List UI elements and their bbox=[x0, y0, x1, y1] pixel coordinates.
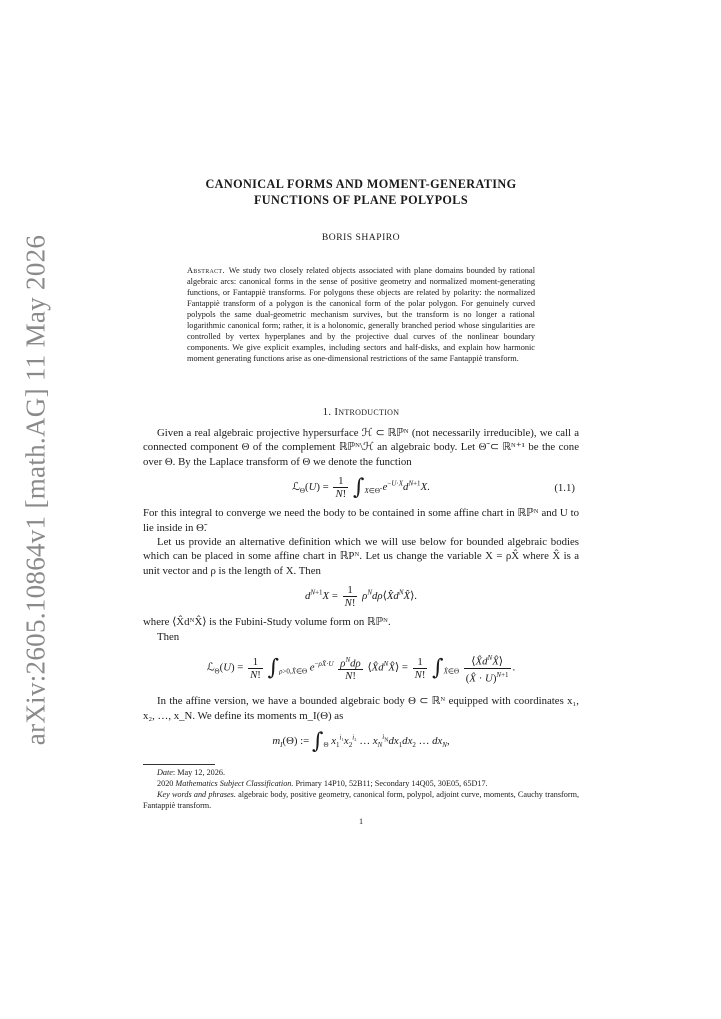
paragraph: Let us provide an alternative definition which we will use below for bounded algebraic bodies which can be placed in some affine chart in ℝPᴺ. Let us change the variable X = ρX̂ where X̂ is a unit vector and ρ is the length of X. Then bbox=[143, 536, 579, 577]
author: BORIS SHAPIRO bbox=[321, 232, 401, 243]
equation-change-of-variable: $d^{N+1}X$ = $\frac{1}{N!}$ $\rho^Nd\rho⟨X̂d^NX̂⟩$. bbox=[304, 584, 418, 610]
paragraph: where ⟨X̂dᴺX̂⟩ is the Fubini-Study volume form on ℝℙᴺ. bbox=[143, 616, 391, 629]
abstract bbox=[187, 265, 535, 364]
paragraph: Then bbox=[157, 630, 180, 643]
arxiv-identifier: arXiv:2605.10864v1 [math.AG] 11 May 2026 bbox=[20, 234, 51, 746]
equation-number: (1.1) bbox=[554, 481, 575, 494]
footnotes: Date: May 12, 2026. 2020 Mathematics Subject Classification. Primary 14P10, 52B11; Secondary 14Q05, 30E05, 65D17. Key words and phrases. algebraic body, positive geometry, canonical form, polypol, adjoint curve, moments, Cauchy transform, Fantappiè transform. bbox=[143, 768, 579, 811]
paper-title: CANONICAL FORMS AND MOMENT-GENERATING FUNCTIONS OF PLANE POLYPOLS bbox=[205, 177, 517, 207]
section-heading: 1. Introduction bbox=[322, 406, 400, 418]
paragraph: Given a real algebraic projective hypersurface ℋ ⊂ ℝℙᴺ (not necessarily irreducible), we call a connected component Θ of the complement ℝℙᴺ\ℋ an algebraic body. Let Θ̃ ⊂ ℝᴺ⁺¹ be the cone over Θ. By the Laplace transform of Θ we denote the function bbox=[143, 427, 579, 468]
page-number: 1 bbox=[358, 817, 364, 827]
abstract-text: We study two closely related objects associated with plane domains bounded by rational algebraic arcs: canonical forms in the sense of positive geometry and normalized moment-generating functions, or Fantappiè transforms. For polygons these objects are related by polarity: the normalized Fantappiè transform of a polygon is the canonical form of the polar polygon. For genuinely curved polypols the same dual-geometric mechanism survives, but the transform is no longer a rational logarithmic canonical form; rather, it is a holonomic, generally branched period whose singularities are controlled by vertex hyperplanes and by the projective dual curves of the nonlinear boundary components. We give explicit examples, including sectors and half-disks, and explain how harmonic moment generating functions arise as one-dimensional restrictions of the same Fantappiè transform. bbox=[187, 266, 535, 363]
equation-moments: $m_I(\Theta)$ := $\int_\Theta$ $x_1^{i_1}x_2^{i_2}$ … $x_N^{i_N}dx_1dx_2$ … $dx_N$, bbox=[272, 729, 450, 755]
equation-laplace-rewritten: ℒ$_\Theta$(U) = $\frac{1}{N!}$ $\int_{\rho>0,X̂\in\Theta}$ $e^{-\rho X̂\cdot U}$ $\frac{\rho^Nd\rho}{N!}$ $⟨X̂d^NX̂⟩$ = $\frac{1}{N!}$ $\int_{X̂\in\Theta}$ $\frac{⟨X̂d^NX̂⟩}{(X̂ \cdot U)^{N+1}}$ . bbox=[206, 654, 516, 685]
equation-laplace: ℒ$_\Theta$(U) = $\frac{1}{N!}$ $\int_{X\in\Thetã}$ $e^{-U\cdot X}d^{N+1}X$. (1.1) bbox=[292, 475, 575, 501]
paper-page bbox=[143, 176, 579, 826]
paragraph: For this integral to converge we need the body to be contained in some affine chart in ℝℙᴺ and U to lie inside in Θ̃. bbox=[143, 507, 579, 534]
abstract-label: Abstract. bbox=[187, 266, 225, 275]
paragraph: In the affine version, we have a bounded algebraic body Θ ⊂ ℝᴺ equipped with coordinates x₁, x₂, …, x_N. We define its moments m_I(Θ) as bbox=[143, 695, 579, 722]
footnote-rule bbox=[143, 764, 215, 765]
